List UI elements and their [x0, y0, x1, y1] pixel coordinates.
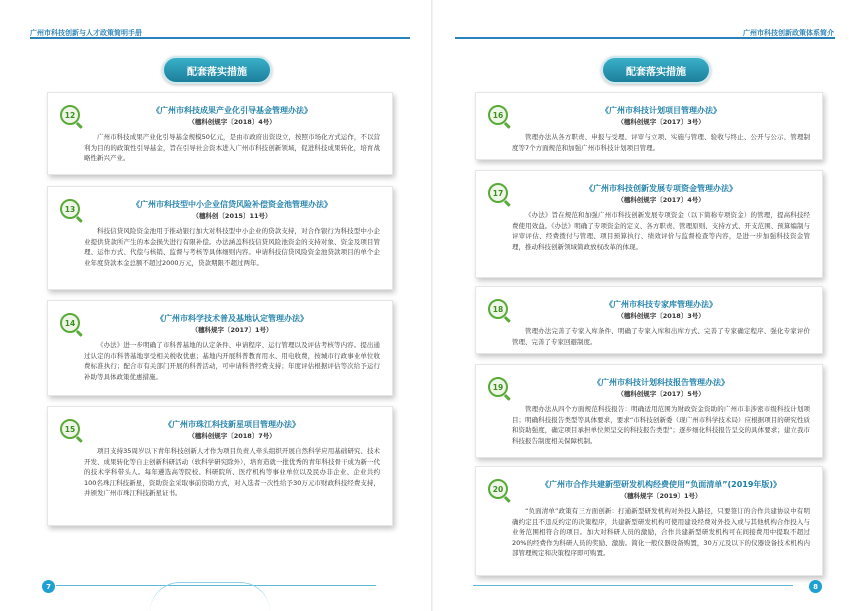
policy-title: 《广州市科技计划科技报告管理办法》: [593, 378, 729, 387]
footer-arc: [150, 582, 270, 611]
policy-description: 科技信贷风险资金池用于推动银行加大对科技型中小企业的贷款支持，对合作银行为科技型中小企业提供贷款所产生的本金损失进行有限补偿。办法涵盖科技信贷风险池资金的支持对象、资金及项目管理、运作方式、代偿与核销、监督与考核等具体细则内容。申请科技信贷风险资金池贷款项目的单个企业年度贷款本金总额不超过2000万元，贷款期限不超过两年。: [84, 227, 380, 267]
magnifier-number-icon: 20: [488, 479, 508, 499]
magnifier-number-icon: 17: [488, 183, 508, 203]
policy-title: 《广州市科技成果产业化引导基金管理办法》: [152, 106, 312, 115]
magnifier-number-icon: 13: [60, 199, 80, 219]
section-banner: 配套落实措施: [162, 56, 272, 84]
policy-card-12: [47, 92, 393, 175]
policy-description: 项目支持35周岁以下青年科技创新人才作为项目负责人牵头组织开展自然科学应用基础研究、技术开发、成果转化等自主创新科研活动（软科学研究除外），培育造就一批优秀的青年科技骨干成为新一代的技术学科带头人。每年遴选高等院校、科研院所、医疗机构等事业单位以及民办非企业、企业共约100名珠江科技新星，资助资金采取事前资助方式，对入选者一次性给予30万元市财政科技经费支持，并颁发广州市珠江科技新星证书。: [84, 447, 380, 497]
magnifier-number-icon: 12: [60, 105, 80, 125]
policy-doc-number: （穗科规字〔2019〕1号）: [620, 492, 702, 500]
policy-title: 《广州市科技创新发展专项资金管理办法》: [585, 184, 737, 193]
magnifier-number-icon: 14: [60, 313, 80, 333]
policy-doc-number: （穗科创规字〔2017〕3号）: [617, 118, 705, 126]
policy-description: 广州市科技成果产业化引导基金规模50亿元，是由市政府出资设立，按照市场化方式运作，不以营利为目的的政策性引导基金，旨在引导社会资本进入广州市科技创新领域，促进科技成果转化，培育战略性新兴产业。: [84, 133, 380, 162]
policy-doc-number: （穗科创规字〔2017〕4号）: [617, 196, 705, 204]
magnifier-number-icon: 16: [488, 105, 508, 125]
policy-card-20: [475, 466, 823, 576]
policy-description: “负面清单”政策有三方面创新：打通新型研发机构对外投入路径，只要签订的合作共建协议中有明确约定且不违反约定的决策程序，共建新型研发机构可使用建设经费对外投入或与其他机构合作投入与业务范围相符合的项目。加大对科研人员的激励，合作共建新型研发机构可在间接费用中提取不超过20%的经费作为科研人员的奖励、激励。简化一般仪器设备购置，30万元及以下的仪器设备技术机构内部管理规定和决策程序即可购置。: [512, 507, 810, 557]
footer-rule: [473, 585, 793, 586]
page-number: 7: [42, 580, 55, 593]
policy-description: 《办法》进一步明确了市科普基地的认定条件、申请程序、运行管理以及评估考核等内容。提出通过认定的市科普基地享受相关税收优惠；基地内开展科普教育用水、用电收费，按城市行政事业单位收费标准执行；配合市有关部门开展的科普活动，可申请科普经费支持；年度评估根据评估等次给予运行补助等具体政策优惠措施。: [84, 341, 380, 381]
policy-card-17: [475, 170, 823, 278]
left-page: [0, 0, 432, 611]
policy-card-19: [475, 364, 823, 458]
policy-title: 《广州市合作共建新型研发机构经费使用“负面清单”(2019年版)》: [540, 480, 782, 489]
header-right-title: 广州市科技创新政策体系简介: [743, 29, 834, 37]
policy-description: 管理办法从四个方面规范科技报告：明确适用范围为财政资金资助的广州市非涉密市级科技计划项目；明确科技报告类型等具体要求，要求“市科技创新委（现广州市科学技术局）应根据项目的研究性质和资助强度，确定项目承担单位须呈交的科技报告类型”；逐步细化科技报告呈交的具体要求；建立我市科技报告制度相关保障机制。: [512, 405, 810, 445]
policy-doc-number: （穗科创〔2015〕11号）: [192, 212, 272, 220]
policy-description: 管理办法从各方职责、申报与受理、评审与立项、实施与管理、验收与终止、公开与公示、管理制度等7个方面规范和加强广州市科技计划项目管理。: [512, 133, 810, 152]
section-banner: 配套落实措施: [601, 56, 711, 84]
policy-card-14: [47, 300, 393, 396]
policy-title: 《广州市科技计划项目管理办法》: [601, 106, 721, 115]
header-rule: [30, 37, 410, 39]
policy-description: 管理办法完善了专家入库条件、明确了专家入库和出库方式、完善了专家确定程序、强化专家评价管理、完善了专家回避制度。: [512, 327, 810, 346]
policy-doc-number: （穗科创规字〔2018〕3号）: [617, 312, 705, 320]
policy-doc-number: （穗科创规字〔2018〕7号）: [188, 432, 276, 440]
policy-title: 《广州市科学技术普及基地认定管理办法》: [156, 314, 308, 323]
policy-doc-number: （穗科规字〔2017〕1号）: [191, 326, 273, 334]
policy-doc-number: （穗科创规字〔2018〕4号）: [188, 118, 276, 126]
magnifier-number-icon: 19: [488, 377, 508, 397]
policy-title: 《广州市科技专家库管理办法》: [605, 300, 717, 309]
header-rule: [455, 37, 835, 39]
policy-description: 《办法》旨在规范和加强广州市科技创新发展专项资金（以下简称专项资金）的管理，提高科技经费使用效益。《办法》明确了专项资金的定义、各方职责、管理原则、支持方式、开支范围、预算编制与评审评估、经费拨付与管理、项目预算执行、绩效评价与监督检查等内容，是进一步加强科技资金管理，推动科技创新领域简政放权改革的体现。: [512, 211, 810, 251]
policy-title: 《广州市珠江科技新星项目管理办法》: [164, 420, 300, 429]
header-left-title: 广州市科技创新与人才政策简明手册: [30, 29, 142, 37]
page-number: 8: [809, 580, 822, 593]
policy-title: 《广州市科技型中小企业信贷风险补偿资金池管理办法》: [132, 200, 332, 209]
policy-card-15: [47, 406, 393, 526]
policy-doc-number: （穗科创规字〔2017〕5号）: [617, 390, 705, 398]
magnifier-number-icon: 18: [488, 299, 508, 319]
right-page: [433, 0, 865, 611]
policy-card-13: [47, 186, 393, 290]
policy-card-16: [475, 92, 823, 160]
policy-card-18: [475, 286, 823, 354]
magnifier-number-icon: 15: [60, 419, 80, 439]
